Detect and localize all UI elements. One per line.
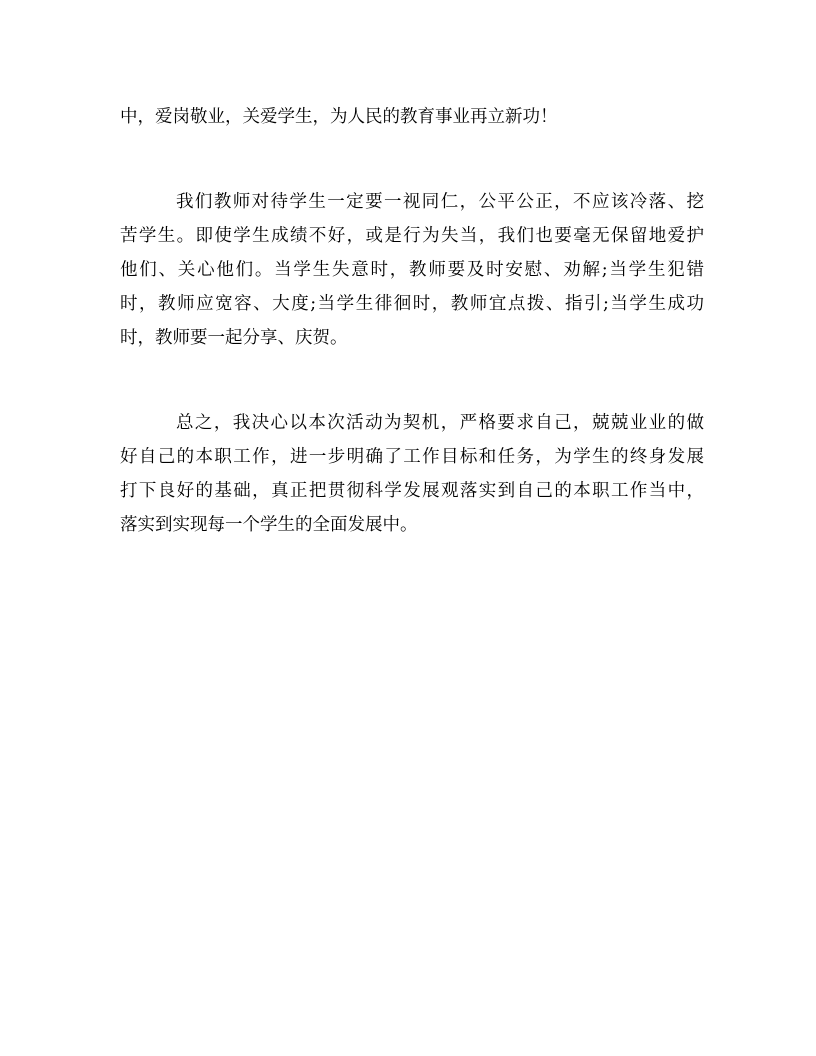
text-line: [120, 440, 704, 474]
text-line: [120, 406, 704, 440]
paragraph-gap: [120, 355, 704, 406]
paragraph-3: [120, 406, 704, 542]
text-line: [120, 287, 704, 321]
text-line: [120, 508, 704, 542]
text-line: [120, 100, 704, 134]
line-text: 苦学生。即使学生成绩不好，或是行为失当，我们也要毫无保留地爱护: [120, 226, 704, 246]
text-line: [120, 474, 704, 508]
line-text: 落实到实现每一个学生的全面发展中。: [120, 515, 418, 535]
line-text: 中，爱岗敬业，关爱学生，为人民的教育事业再立新功！: [120, 107, 558, 127]
line-text: 总之，我决心以本次活动为契机，严格要求自己，兢兢业业的做: [176, 413, 704, 433]
text-line: [120, 219, 704, 253]
text-line: [120, 253, 704, 287]
text-line: [120, 185, 704, 219]
line-text: 时，教师要一起分享、庆贺。: [120, 328, 348, 348]
paragraph-gap: [120, 134, 704, 185]
document-page: [120, 100, 704, 542]
line-text: 时，教师应宽容、大度;当学生徘徊时，教师宜点拨、指引;当学生成功: [120, 294, 704, 314]
text-line: [120, 321, 704, 355]
paragraph-1: [120, 100, 704, 134]
line-text: 他们、关心他们。当学生失意时，教师要及时安慰、劝解;当学生犯错: [120, 260, 704, 280]
line-text: 打下良好的基础，真正把贯彻科学发展观落实到自己的本职工作当中，: [120, 481, 704, 501]
paragraph-2: [120, 185, 704, 355]
line-text: 好自己的本职工作，进一步明确了工作目标和任务，为学生的终身发展: [120, 447, 704, 467]
line-text: 我们教师对待学生一定要一视同仁，公平公正，不应该冷落、挖: [176, 192, 704, 212]
